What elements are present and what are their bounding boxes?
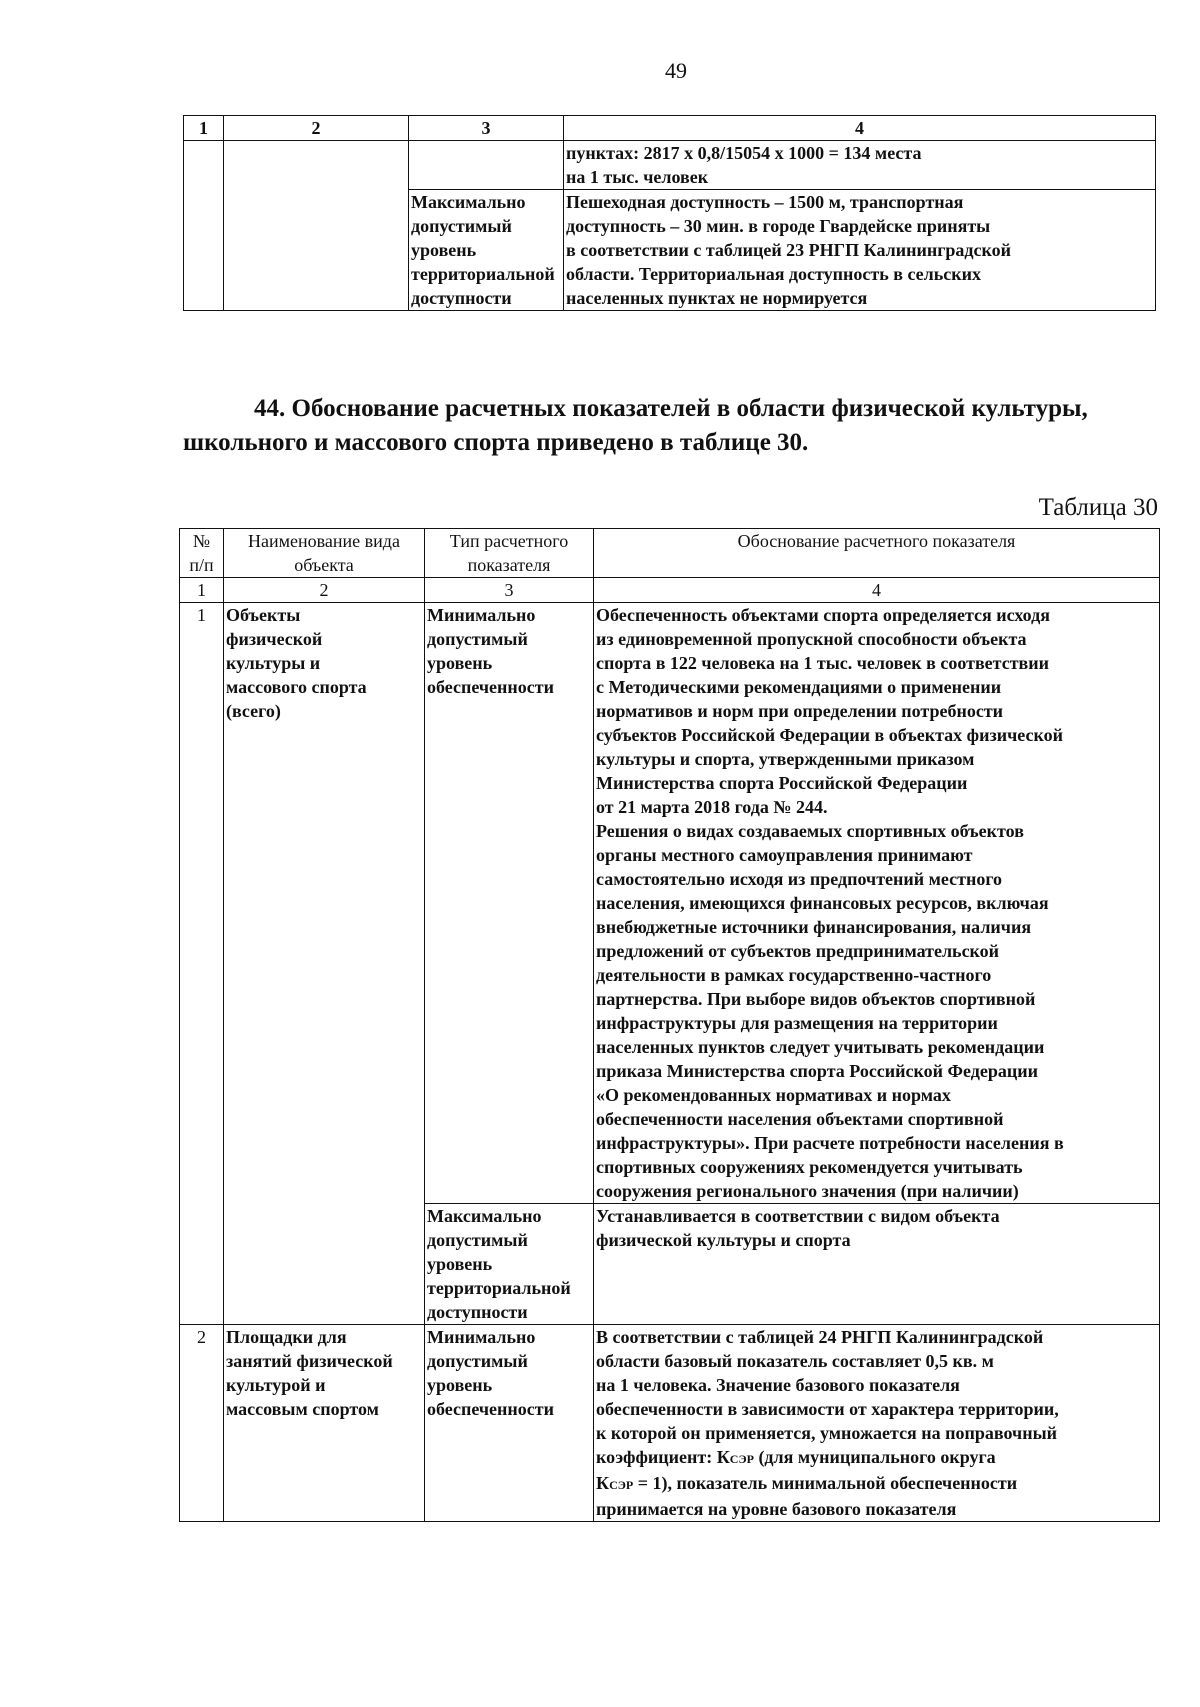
header-number: № п/п (180, 529, 224, 578)
table-cell: пунктах: 2817 х 0,8/15054 х 1000 = 134 места на 1 тыс. человек (564, 141, 1156, 190)
object-name: Объекты физической культуры и массового спорта (всего) (224, 603, 425, 1325)
object-name: Площадки для занятий физической культурой и массовым спортом (224, 1325, 425, 1522)
subscript: СЭР (729, 1452, 754, 1466)
indicator-type: Минимально допустимый уровень обеспеченности (425, 603, 594, 1204)
col-number-4: 4 (564, 116, 1156, 141)
indicator-type: Максимально допустимый уровень территориальной доступности (425, 1204, 594, 1325)
column-number: 2 (224, 578, 425, 603)
subscript: СЭР (609, 1478, 634, 1492)
previous-table (183, 115, 1156, 311)
page-number: 49 (665, 58, 687, 83)
table-cell (184, 141, 224, 311)
table-cell: Пешеходная доступность – 1500 м, транспортная доступность – 30 мин. в городе Гвардейске приняты в соответствии с таблицей 23 РНГП Калининградской области. Территориальная доступность в сельских населенных пунктах не нормируется (564, 190, 1156, 311)
row-number: 2 (180, 1325, 224, 1522)
table-cell (224, 141, 409, 311)
table-30 (179, 528, 1160, 1522)
table-row (180, 603, 1160, 1204)
previous-table-header-row (184, 116, 1156, 141)
column-number: 4 (594, 578, 1160, 603)
table-row (184, 141, 1156, 190)
justification-text: Обеспеченность объектами спорта определяется исходя из единовременной пропускной способности объекта спорта в 122 человека на 1 тыс. человек в соответствии с Методическими рекомендациями о применении нормативов и норм при определении потребности субъектов Российской Федерации в объектах физической культуры и спорта, утвержденными приказом Министерства спорта Российской Федерации от 21 марта 2018 года № 244. Решения о видах создаваемых спортивных объектов органы местного самоуправления принимают самостоятельно исходя из предпочтений местного населения, имеющихся финансовых ресурсов, включая внебюджетные источники финансирования, наличия предложений от субъектов предпринимательской деятельности в рамках государственно-частного партнерства. При выборе видов объектов спортивной инфраструктуры для размещения на территории населенных пунктов следует учитывать рекомендации приказа Министерства спорта Российской Федерации «О рекомендованных нормативах и нормах обеспеченности населения объектами спортивной инфраструктуры». При расчете потребности населения в спортивных сооружениях рекомендуется учитывать сооружения регионального значения (при наличии) (594, 603, 1160, 1204)
justification-text (594, 1325, 1160, 1522)
section-paragraph: 44. Обоснование расчетных показателей в области физической культуры, школьного и массового спорта приведено в таблице 30. (183, 395, 1088, 456)
table-caption: Таблица 30 (1038, 494, 1158, 521)
indicator-type: Минимально допустимый уровень обеспеченности (425, 1325, 594, 1522)
row-number: 1 (180, 603, 224, 1325)
text-part: (для муниципального округа К (596, 1447, 996, 1493)
col-number-1: 1 (184, 116, 224, 141)
column-number: 1 (180, 578, 224, 603)
table-header-row (180, 529, 1160, 578)
table-cell: Максимально допустимый уровень территориальной доступности (409, 190, 564, 311)
col-number-2: 2 (224, 116, 409, 141)
table-column-numbers-row (180, 578, 1160, 603)
text-part: = 1), показатель минимальной обеспеченности принимается на уровне базового показателя (596, 1473, 1018, 1519)
header-indicator-type: Тип расчетного показателя (425, 529, 594, 578)
column-number: 3 (425, 578, 594, 603)
justification-text: Устанавливается в соответствии с видом объекта физической культуры и спорта (594, 1204, 1160, 1325)
header-object-name: Наименование вида объекта (224, 529, 425, 578)
header-justification: Обоснование расчетного показателя (594, 529, 1160, 578)
col-number-3: 3 (409, 116, 564, 141)
table-cell (409, 141, 564, 190)
table-row (180, 1325, 1160, 1522)
text-part: В соответствии с таблицей 24 РНГП Калининградской области базовый показатель составляет 0,5 кв. м на 1 человека. Значение базового показателя обеспеченности в зависимости от характера территории, к которой он применяется, умножается на поправочный коэффициент: К (596, 1327, 1059, 1467)
